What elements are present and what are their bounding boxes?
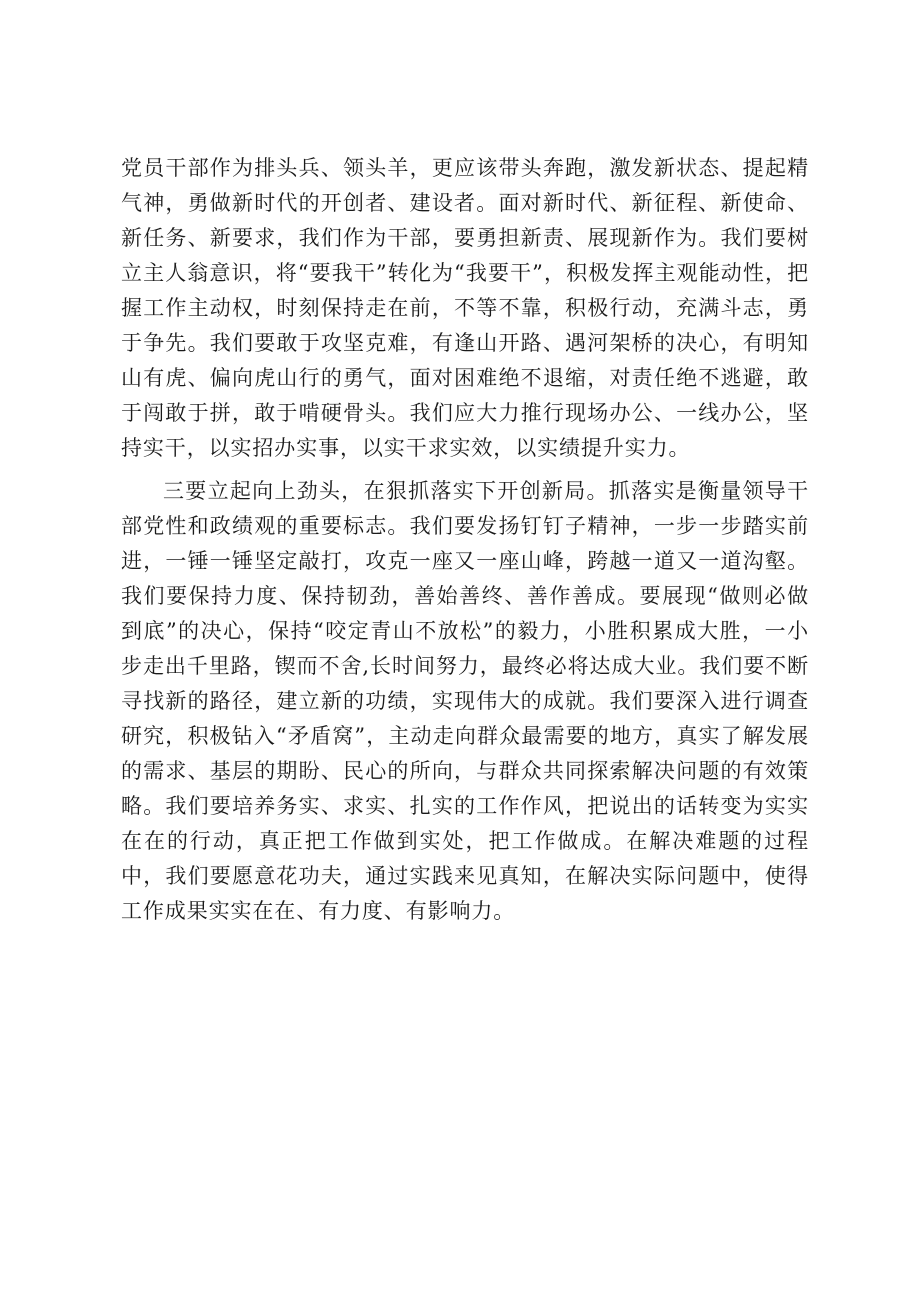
paragraph-2: 三要立起向上劲头，在狠抓落实下开创新局。抓落实是衡量领导干部党性和政绩观的重要标志。我们要发扬钉钉子精神，一步一步踏实前进，一锤一锤坚定敲打，攻克一座又一座山峰，跨越一道又一道沟壑。我们要保持力度、保持韧劲，善始善终、善作善成。要展现“做则必做到底”的决心，保持“咬定青山不放松”的毅力，小胜积累成大胜，一小步走出千里路，锲而不舍,长时间努力，最终必将达成大业。我们要不断寻找新的路径，建立新的功绩，实现伟大的成就。我们要深入进行调查研究，积极钻入“矛盾窝”，主动走向群众最需要的地方，真实了解发展的需求、基层的期盼、民心的所向，与群众共同探索解决问题的有效策略。我们要培养务实、求实、扎实的工作作风，把说出的话转变为实实在在的行动，真正把工作做到实处，把工作做成。在解决难题的过程中，我们要愿意花功夫，通过实践来见真知，在解决实际问题中，使得工作成果实实在在、有力度、有影响力。 — [121, 479, 809, 923]
paragraph-1: 党员干部作为排头兵、领头羊，更应该带头奔跑，激发新状态、提起精气神，勇做新时代的开创者、建设者。面对新时代、新征程、新使命、新任务、新要求，我们作为干部，要勇担新责、展现新作为。我们要树立主人翁意识，将“要我干”转化为“我要干”，积极发挥主观能动性，把握工作主动权，时刻保持走在前，不等不靠，积极行动，充满斗志，勇于争先。我们要敢于攻坚克难，有逢山开路、遇河架桥的决心，有明知山有虎、偏向虎山行的勇气，面对困难绝不退缩，对责任绝不逃避，敢于闯敢于拼，敢于啃硬骨头。我们应大力推行现场办公、一线办公，坚持实干，以实招办实事，以实干求实效，以实绩提升实力。 — [121, 156, 809, 460]
document-body — [121, 151, 809, 929]
